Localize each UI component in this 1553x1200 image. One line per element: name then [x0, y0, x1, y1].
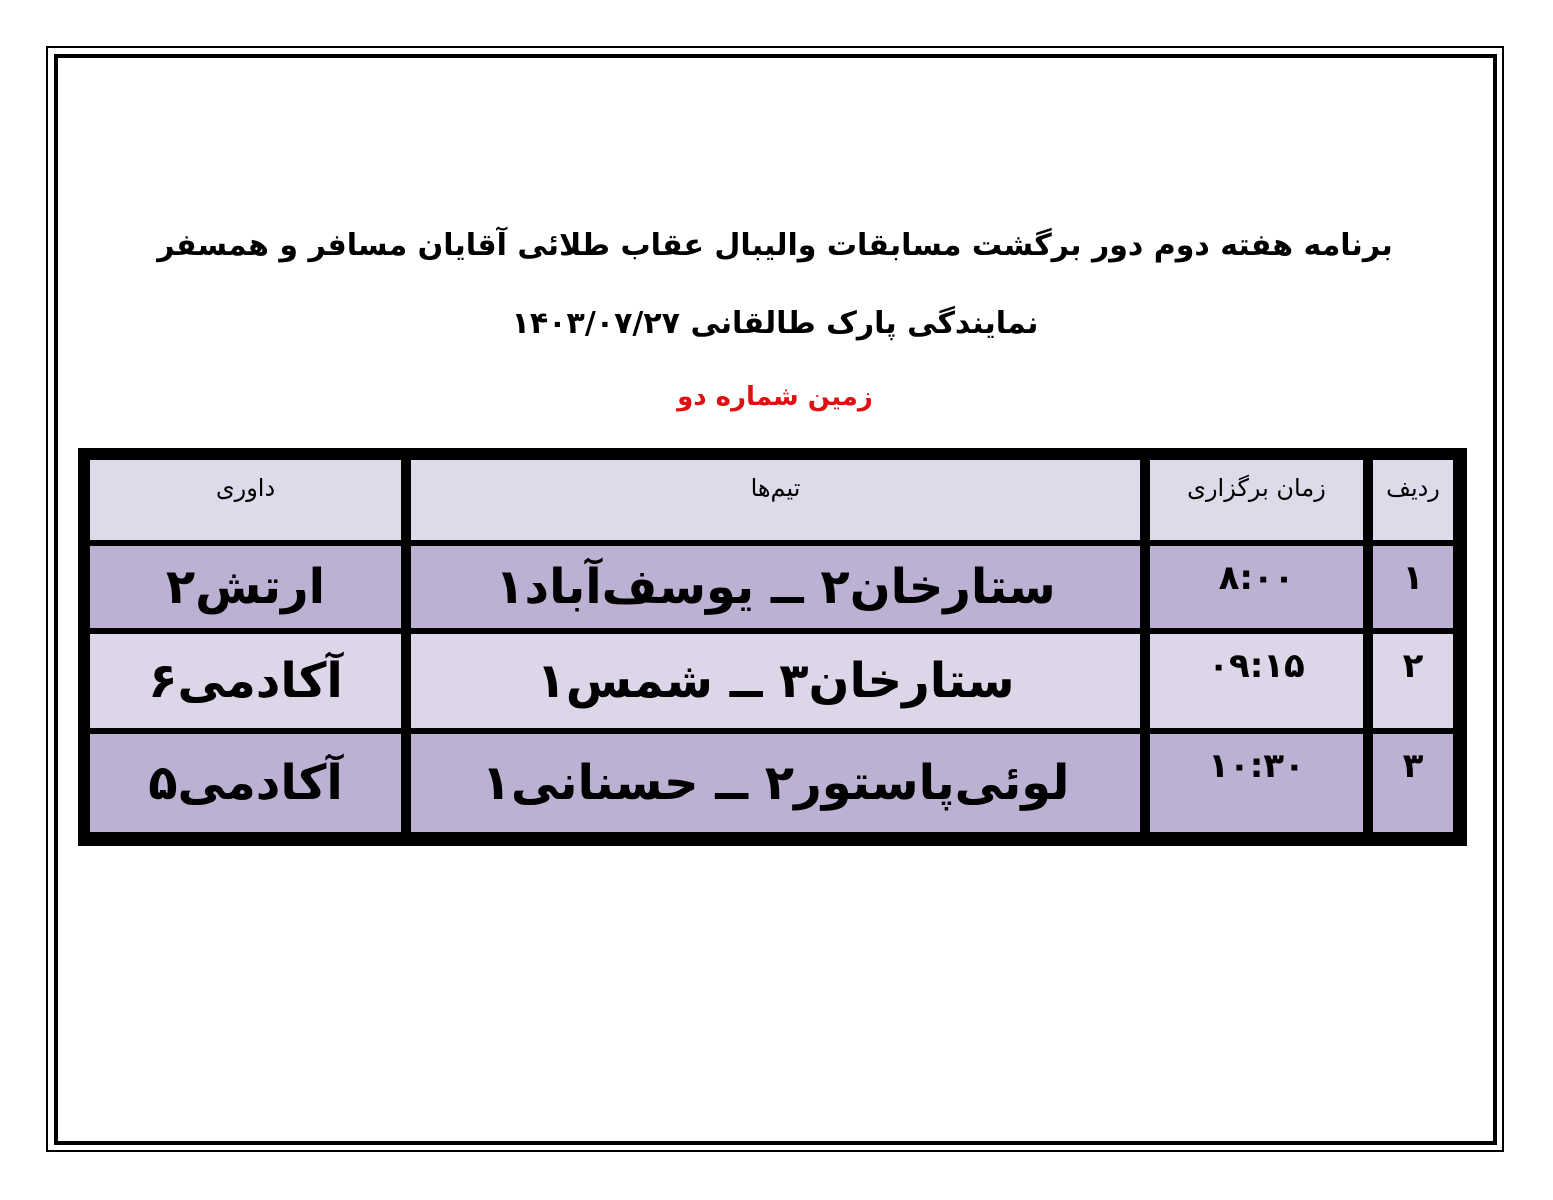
- document-title-line1: برنامه هفته دوم دور برگشت مسابقات والیبال عقاب طلائی آقایان مسافر و همسفر: [157, 228, 1393, 263]
- header-referee: داوری: [90, 460, 401, 540]
- row3-time: ۱۰:۳۰: [1150, 734, 1363, 832]
- row2-no: ۲: [1373, 634, 1453, 728]
- schedule-table: [78, 448, 1467, 846]
- row1-no: ۱: [1373, 546, 1453, 628]
- row2-time: ۰۹:۱۵: [1150, 634, 1363, 728]
- row3-no: ۳: [1373, 734, 1453, 832]
- row2-teams: ستارخان۳ ــ شمس۱: [411, 634, 1140, 728]
- row1-referee: ارتش۲: [90, 546, 401, 628]
- court-subtitle: زمین شماره دو: [677, 382, 873, 412]
- row3-referee: آکادمی۵: [90, 734, 401, 832]
- row2-referee: آکادمی۶: [90, 634, 401, 728]
- row3-teams: لوئی‌پاستور۲ ــ حسنانی۱: [411, 734, 1140, 832]
- row1-teams: ستارخان۲ ــ یوسف‌آباد۱: [411, 546, 1140, 628]
- header-time: زمان برگزاری: [1150, 460, 1363, 540]
- header-row-no: ردیف: [1373, 460, 1453, 540]
- document-title-line2: نمایندگی پارک طالقانی ۱۴۰۳/۰۷/۲۷: [511, 306, 1039, 341]
- header-teams: تیم‌ها: [411, 460, 1140, 540]
- row1-time: ۸:۰۰: [1150, 546, 1363, 628]
